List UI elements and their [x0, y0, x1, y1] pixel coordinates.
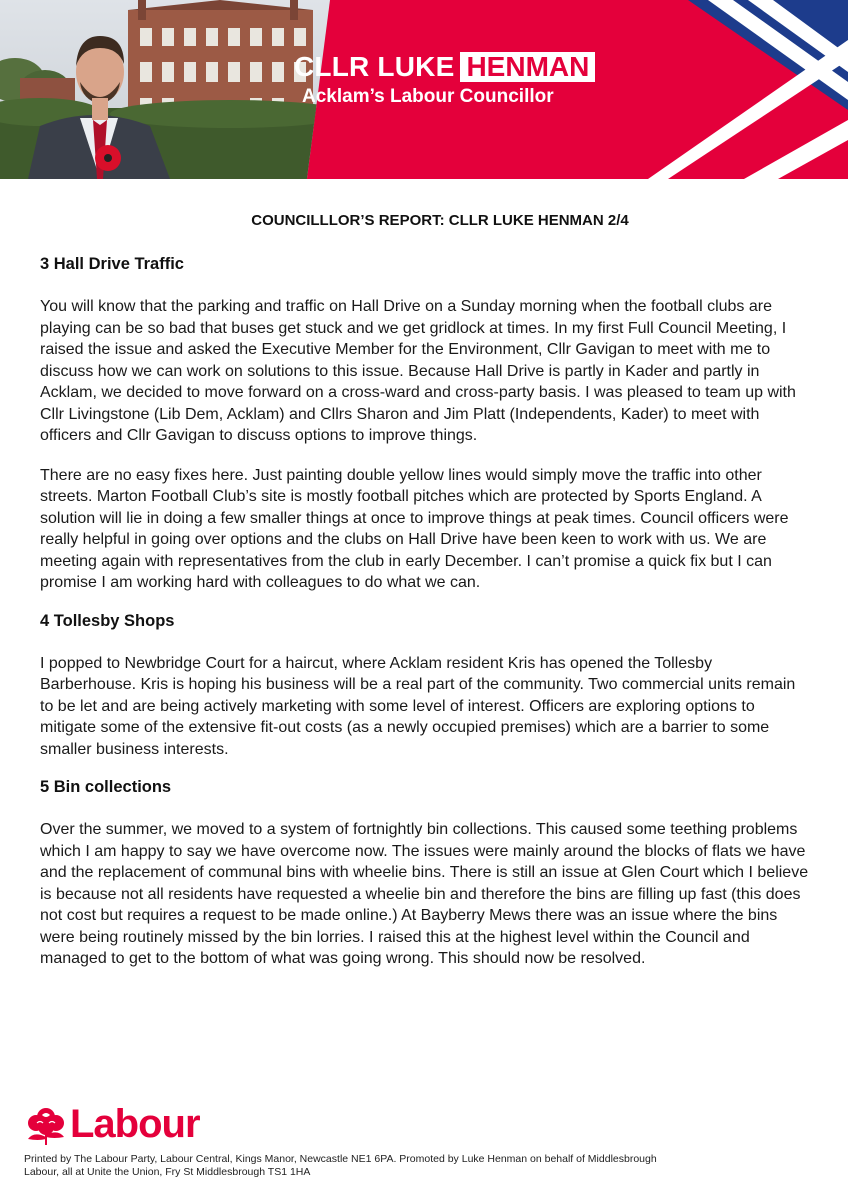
section-heading: 3 Hall Drive Traffic — [40, 255, 184, 273]
section-bin-collections — [40, 778, 810, 970]
section-heading: 4 Tollesby Shops — [40, 611, 175, 630]
header-banner — [0, 0, 848, 179]
name-highlight: HENMAN — [460, 52, 595, 82]
paragraph: There are no easy fixes here. Just painting double yellow lines would simply move the traffic into other streets. Marton Football Club’s site is mostly football pitches which are protected by Sports England. A solution will lie in doing a few smaller things at once to improve things at peak times. Council officers were really helpful in going over options and the clubs on Hall Drive have been keen to work with us. We are meeting again with representatives from the club in early December. I can’t promise a quick fix but I can promise I am working hard with colleagues to do what we can. — [40, 466, 789, 591]
logo-wordmark: Labour — [70, 1102, 200, 1146]
councillor-name — [294, 52, 595, 82]
report-title: COUNCILLLOR’S REPORT: CLLR LUKE HENMAN 2/4 — [251, 212, 629, 229]
section-tollesby-shops — [40, 612, 810, 761]
section-heading: 5 Bin collections — [40, 778, 172, 796]
union-flag-graphic — [648, 0, 848, 179]
report-content — [40, 212, 810, 988]
rose-icon — [24, 1105, 68, 1145]
name-prefix: CLLR LUKE — [294, 51, 455, 82]
paragraph: I popped to Newbridge Court for a haircut, where Acklam resident Kris has opened the Tollesby Barberhouse. Kris is hoping his business will be a real part of the community. Two commercial units remain to be let and are being actively marketing with some level of interest. Officers are exploring options to mitigate some of the extensive fit-out costs (as a newly occupied premises) which are a barrier to some smaller business interests. — [40, 654, 796, 758]
councillor-subtitle: Acklam’s Labour Councillor — [302, 86, 554, 107]
labour-logo — [24, 1102, 200, 1147]
paragraph: Over the summer, we moved to a system of fortnightly bin collections. This caused some teething problems which I am happy to say we have overcome now. The issues were mainly around the blocks of flats we have and the replacement of communal bins with wheelie bins. There is still an issue at Glen Court which I believe is because not all residents have requested a wheelie bin and therefore the bins are filling up fast (this does not cost but requires a request to be made online.) At Bayberry Mews there was an issue where the bins were being routinely missed by the bin lorries. I raised this at the highest level within the Council and managed to get to the bottom of what was going wrong. This should now be resolved. — [40, 821, 809, 967]
section-hall-drive-traffic — [40, 255, 810, 594]
paragraph: You will know that the parking and traffic on Hall Drive on a Sunday morning when the football clubs are playing can be so bad that buses get stuck and we get gridlock at times. In my first Full Council Meeting, I raised the issue and asked the Executive Member for the Environment, Cllr Gavigan to meet with me to discuss how we can work on solutions to this issue. Because Hall Drive is partly in Kader and partly in Acklam, we decided to move forward on a cross-ward and cross-party basis. I was pleased to team up with Cllr Livingstone (Lib Dem, Acklam) and Cllrs Sharon and Jim Platt (Independents, Kader) to meet with officers and Cllr Gavigan to discuss options to improve things. — [40, 298, 796, 444]
councillor-photo — [0, 0, 330, 179]
imprint-text: Printed by The Labour Party, Labour Central, Kings Manor, Newcastle NE1 6PA. Promoted by Luke Henman on behalf of Middlesbrough Labour, all at Unite the Union, Fry St Middlesbrough TS1 1HA — [24, 1153, 657, 1178]
